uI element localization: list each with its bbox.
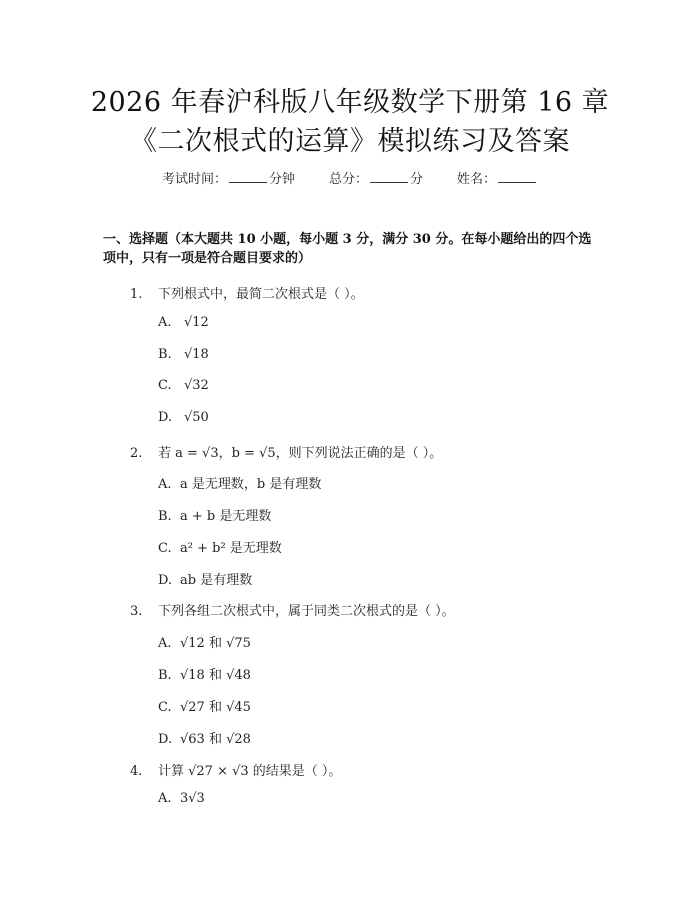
option-letter: A.	[158, 791, 172, 806]
option-text: √18 和 √48	[180, 668, 251, 683]
option-text: √32	[184, 378, 209, 393]
question-1	[130, 283, 364, 302]
option-letter: A.	[158, 477, 172, 492]
option-letter: D.	[158, 410, 173, 425]
question-4-option-a	[158, 791, 205, 806]
question-number: 3.	[130, 604, 143, 619]
question-1-option-c	[158, 378, 209, 393]
exam-info-row	[0, 168, 700, 187]
option-letter: B.	[158, 509, 172, 524]
option-text: 3√3	[180, 791, 205, 806]
question-4	[130, 760, 341, 779]
option-letter: D.	[158, 732, 173, 747]
question-number: 4.	[130, 764, 143, 779]
exam-time	[162, 168, 295, 187]
question-text: 若 a = √3，b = √5，则下列说法正确的是（ ）。	[158, 446, 443, 461]
option-text: √50	[184, 410, 209, 425]
document-title-line-1: 2026 年春沪科版八年级数学下册第 16 章	[90, 87, 610, 118]
question-number: 1.	[130, 287, 143, 302]
question-1-option-a	[158, 315, 209, 330]
student-name-blank	[498, 169, 536, 183]
option-text: √63 和 √28	[180, 732, 251, 747]
question-3-option-d	[158, 728, 251, 747]
student-name-label: 姓名：	[457, 172, 497, 187]
exam-time-blank	[229, 169, 267, 183]
option-text: ab 是有理数	[180, 573, 253, 588]
question-3-option-a	[158, 632, 251, 651]
option-letter: A.	[158, 636, 172, 651]
option-text: √12 和 √75	[180, 636, 251, 651]
question-number: 2.	[130, 446, 143, 461]
exam-time-unit: 分钟	[268, 172, 295, 187]
student-name	[457, 168, 538, 187]
question-2	[130, 442, 442, 461]
option-letter: A.	[158, 315, 172, 330]
total-score-blank	[370, 169, 408, 183]
question-text: 下列根式中，最简二次根式是（ ）。	[158, 287, 364, 302]
total-score	[329, 168, 423, 187]
question-3	[130, 600, 455, 619]
total-score-label: 总分：	[328, 172, 368, 187]
exam-time-label: 考试时间：	[161, 172, 227, 187]
option-text: √18	[184, 347, 209, 362]
question-2-option-b	[158, 505, 271, 524]
option-letter: C.	[158, 541, 172, 556]
option-text: a + b 是无理数	[180, 509, 272, 524]
option-text: √12	[184, 315, 209, 330]
question-text: 下列各组二次根式中，属于同类二次根式的是（ ）。	[158, 604, 455, 619]
question-2-option-c	[158, 537, 282, 556]
section-heading: 一、选择题（本大题共 10 小题，每小题 3 分，满分 30 分。在每小题给出的四个选项中，只有一项是符合题目要求的）	[103, 232, 592, 266]
option-letter: D.	[158, 573, 173, 588]
question-text: 计算 √27 × √3 的结果是（ ）。	[158, 764, 342, 779]
question-2-option-d	[158, 569, 252, 588]
option-letter: C.	[158, 700, 172, 715]
option-text: a² + b² 是无理数	[180, 541, 282, 556]
option-letter: B.	[158, 347, 172, 362]
option-text: a 是无理数，b 是有理数	[180, 477, 322, 492]
total-score-unit: 分	[410, 172, 424, 187]
document-title-line-2: 《二次根式的运算》模拟练习及答案	[130, 126, 570, 157]
question-2-option-a	[158, 473, 321, 492]
question-1-option-d	[158, 410, 209, 425]
option-text: √27 和 √45	[180, 700, 251, 715]
option-letter: B.	[158, 668, 172, 683]
question-1-option-b	[158, 347, 209, 362]
question-3-option-b	[158, 664, 251, 683]
question-3-option-c	[158, 696, 251, 715]
option-letter: C.	[158, 378, 172, 393]
